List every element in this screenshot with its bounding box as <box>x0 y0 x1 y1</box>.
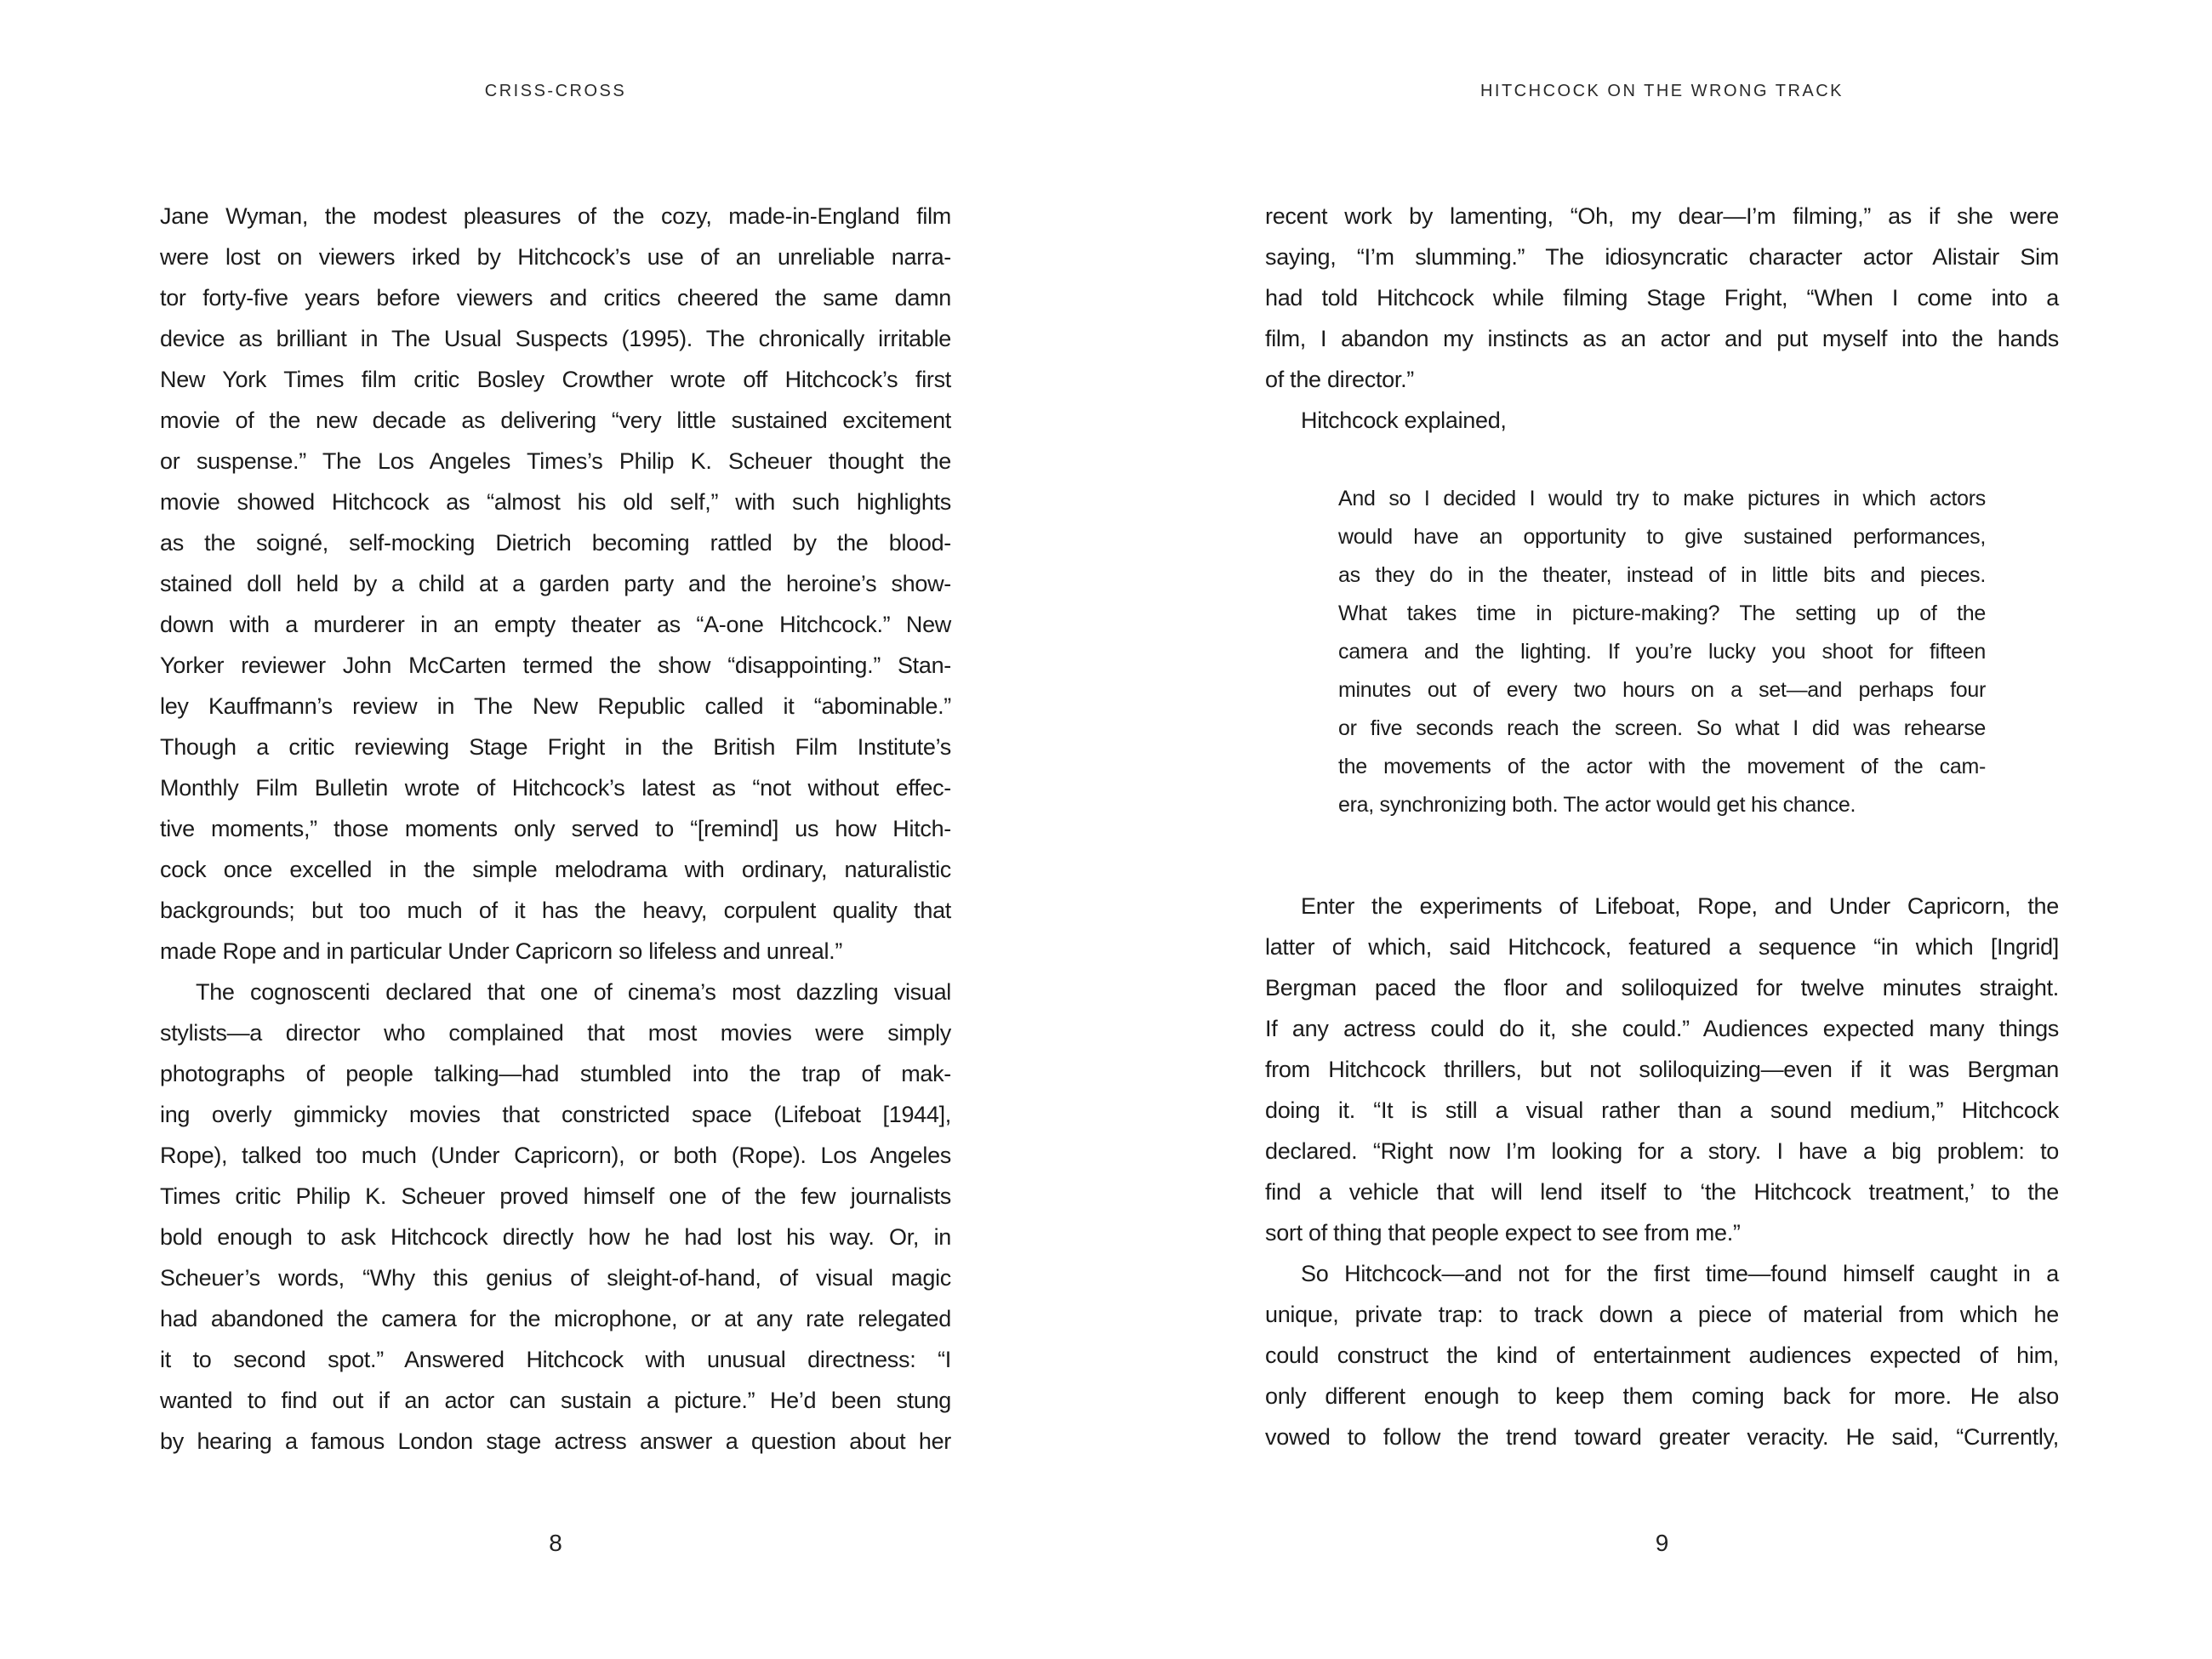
text-line: could construct the kind of entertainment audiences expected of him, <box>1265 1343 2059 1368</box>
text-line: film, I abandon my instincts as an actor and put myself into the hands <box>1265 326 2059 351</box>
text-line: as the soigné, self-mocking Dietrich becoming rattled by the blood- <box>160 530 951 556</box>
left-page <box>160 0 951 1659</box>
page-number-left: 8 <box>549 1530 562 1556</box>
text-line: find a vehicle that will lend itself to ‘the Hitchcock treatment,’ to the <box>1265 1179 2059 1205</box>
text-line: Jane Wyman, the modest pleasures of the cozy, made-in-England film <box>160 203 951 229</box>
text-line: photographs of people talking—had stumbled into the trap of mak- <box>160 1061 951 1086</box>
right-page-text <box>1265 196 2059 1457</box>
text-line: Rope), talked too much (Under Capricorn), or both (Rope). Los Angeles <box>160 1143 951 1168</box>
text-line: movie of the new decade as delivering “very little sustained excitement <box>160 408 951 433</box>
text-line: minutes out of every two hours on a set—and perhaps four <box>1338 678 1986 702</box>
text-line: Scheuer’s words, “Why this genius of sleight-of-hand, of visual magic <box>160 1265 951 1291</box>
text-line: The cognoscenti declared that one of cinema’s most dazzling visual <box>196 979 951 1005</box>
text-line: Bergman paced the floor and soliloquized for twelve minutes straight. <box>1265 975 2059 1001</box>
running-head-left: CRISS-CROSS <box>484 82 627 100</box>
paragraph-block <box>1265 196 2059 441</box>
text-line: movie showed Hitchcock as “almost his old self,” with such highlights <box>160 489 951 515</box>
text-line: Monthly Film Bulletin wrote of Hitchcock’s latest as “not without effec- <box>160 775 951 801</box>
text-line: If any actress could do it, she could.” Audiences expected many things <box>1265 1016 2059 1041</box>
right-page <box>1265 0 2059 1659</box>
page-number-right: 9 <box>1655 1530 1669 1556</box>
text-line: it to second spot.” Answered Hitchcock with unusual directness: “I <box>160 1347 951 1372</box>
text-line: by hearing a famous London stage actress answer a question about her <box>160 1428 951 1454</box>
text-line: So Hitchcock—and not for the first time—found himself caught in a <box>1301 1261 2059 1286</box>
text-line: wanted to find out if an actor can sustain a picture.” He’d been stung <box>160 1388 951 1413</box>
text-line: Hitchcock explained, <box>1301 408 1507 433</box>
text-line: Though a critic reviewing Stage Fright in the British Film Institute’s <box>160 734 951 760</box>
text-line: were lost on viewers irked by Hitchcock’s use of an unreliable narra- <box>160 244 951 270</box>
text-line: or five seconds reach the screen. So what I did was rehearse <box>1338 716 1986 740</box>
text-line: down with a murderer in an empty theater as “A-one Hitchcock.” New <box>160 612 951 637</box>
text-line: of the director.” <box>1265 367 1414 392</box>
text-line: unique, private trap: to track down a piece of material from which he <box>1265 1302 2059 1327</box>
text-line: What takes time in picture-making? The setting up of the <box>1338 601 1986 625</box>
text-line: And so I decided I would try to make pictures in which actors <box>1338 487 1986 510</box>
text-line: sort of thing that people expect to see from me.” <box>1265 1220 1741 1246</box>
text-line: ing overly gimmicky movies that constricted space (Lifeboat [1944], <box>160 1102 951 1127</box>
running-head-right: HITCHCOCK ON THE WRONG TRACK <box>1479 82 1844 100</box>
text-line: from Hitchcock thrillers, but not soliloquizing—even if it was Bergman <box>1265 1057 2059 1082</box>
text-line: as they do in the theater, instead of in little bits and pieces. <box>1338 563 1986 587</box>
text-line: or suspense.” The Los Angeles Times’s Philip K. Scheuer thought the <box>160 448 951 474</box>
text-line: backgrounds; but too much of it has the heavy, corpulent quality that <box>160 898 951 923</box>
text-line: Enter the experiments of Lifeboat, Rope, and Under Capricorn, the <box>1301 893 2059 919</box>
text-line: latter of which, said Hitchcock, featured a sequence “in which [Ingrid] <box>1265 934 2059 960</box>
text-line: vowed to follow the trend toward greater veracity. He said, “Currently, <box>1265 1424 2059 1450</box>
text-line: declared. “Right now I’m looking for a story. I have a big problem: to <box>1265 1138 2059 1164</box>
paragraph-block <box>160 196 951 1462</box>
text-line: stylists—a director who complained that most movies were simply <box>160 1020 951 1046</box>
text-line: device as brilliant in The Usual Suspects (1995). The chronically irritable <box>160 326 951 351</box>
text-line: tor forty-five years before viewers and critics cheered the same damn <box>160 285 951 311</box>
text-line: had told Hitchcock while filming Stage Fright, “When I come into a <box>1265 285 2059 311</box>
text-line: Yorker reviewer John McCarten termed the show “disappointing.” Stan- <box>160 653 951 678</box>
text-line: New York Times film critic Bosley Crowther wrote off Hitchcock’s first <box>160 367 951 392</box>
text-line: bold enough to ask Hitchcock directly how he had lost his way. Or, in <box>160 1224 951 1250</box>
text-line: had abandoned the camera for the microphone, or at any rate relegated <box>160 1306 951 1331</box>
block-quote <box>1265 480 2059 824</box>
text-line: tive moments,” those moments only served to “[remind] us how Hitch- <box>160 816 951 841</box>
paragraph-block <box>1265 886 2059 1457</box>
text-line: the movements of the actor with the movement of the cam- <box>1338 755 1986 778</box>
left-page-text <box>160 196 951 1462</box>
text-line: Times critic Philip K. Scheuer proved himself one of the few journalists <box>160 1183 951 1209</box>
text-line: would have an opportunity to give sustained performances, <box>1338 525 1986 549</box>
text-line: made Rope and in particular Under Capricorn so lifeless and unreal.” <box>160 938 843 964</box>
text-line: era, synchronizing both. The actor would get his chance. <box>1338 793 1856 817</box>
text-line: recent work by lamenting, “Oh, my dear—I’m filming,” as if she were <box>1265 203 2059 229</box>
text-line: stained doll held by a child at a garden party and the heroine’s show- <box>160 571 951 596</box>
text-line: doing it. “It is still a visual rather than a sound medium,” Hitchcock <box>1265 1097 2059 1123</box>
text-line: saying, “I’m slumming.” The idiosyncratic character actor Alistair Sim <box>1265 244 2059 270</box>
text-line: cock once excelled in the simple melodrama with ordinary, naturalistic <box>160 857 951 882</box>
text-line: only different enough to keep them coming back for more. He also <box>1265 1383 2059 1409</box>
text-line: camera and the lighting. If you’re lucky you shoot for fifteen <box>1338 640 1986 664</box>
text-line: ley Kauffmann’s review in The New Republic called it “abominable.” <box>160 693 951 719</box>
